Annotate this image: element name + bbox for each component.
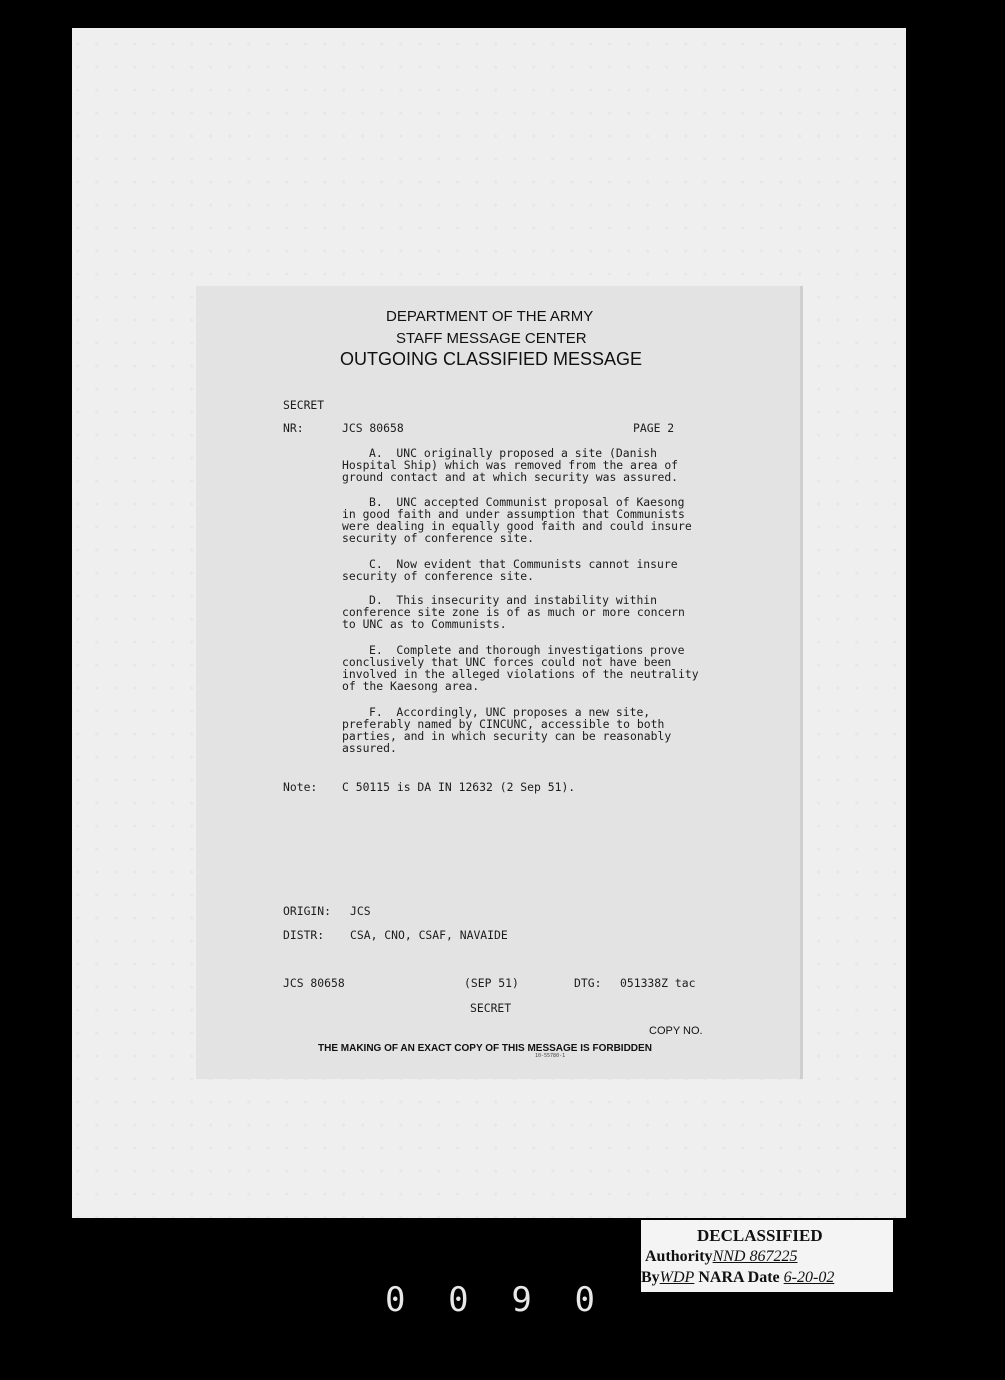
by-value: WDP bbox=[659, 1269, 695, 1286]
paragraph-line: C. Now evident that Communists cannot insure bbox=[369, 557, 678, 571]
paragraph-line: involved in the alleged violations of the neutrality bbox=[342, 667, 699, 681]
date-value: 6-20-02 bbox=[783, 1269, 835, 1286]
declassified-stamp bbox=[641, 1220, 893, 1292]
distr-label: DISTR: bbox=[283, 928, 325, 942]
note-text: C 50115 is DA IN 12632 (2 Sep 51). bbox=[342, 780, 576, 794]
paragraph-line: security of conference site. bbox=[342, 569, 535, 583]
classification-top: SECRET bbox=[283, 398, 325, 412]
paragraph-line: assured. bbox=[342, 741, 397, 755]
copy-number: COPY NO. bbox=[649, 1025, 703, 1037]
form-number: 10-55780-1 bbox=[535, 1053, 566, 1059]
paragraph-line: B. UNC accepted Communist proposal of Kaesong bbox=[369, 495, 685, 509]
authority-label: Authority bbox=[645, 1248, 713, 1265]
authority-value: NND 867225 bbox=[712, 1248, 798, 1265]
header-message-type: OUTGOING CLASSIFIED MESSAGE bbox=[340, 349, 643, 369]
frame-digit: 9 bbox=[511, 1280, 532, 1320]
forbidden-notice: THE MAKING OF AN EXACT COPY OF THIS MESSAGE IS FORBIDDEN bbox=[318, 1043, 652, 1054]
note-label: Note: bbox=[283, 780, 318, 794]
nr-value: JCS 80658 bbox=[342, 421, 404, 435]
stamp-by-line bbox=[641, 1269, 834, 1287]
paragraph-line: A. UNC originally proposed a site (Danish bbox=[369, 446, 658, 460]
origin-value: JCS bbox=[350, 904, 371, 918]
origin-label: ORIGIN: bbox=[283, 904, 332, 918]
paragraph-line: conclusively that UNC forces could not have been bbox=[342, 655, 672, 669]
paragraph-line: ground contact and at which security was assured. bbox=[342, 470, 679, 484]
paragraph-line: parties, and in which security can be reasonably bbox=[342, 729, 672, 743]
frame-digit: 0 bbox=[385, 1280, 406, 1320]
paragraph-line: D. This insecurity and instability within bbox=[369, 593, 658, 607]
distr-value: CSA, CNO, CSAF, NAVAIDE bbox=[350, 928, 508, 942]
paragraph-line: conference site zone is of as much or more concern bbox=[342, 605, 685, 619]
stamp-authority-line bbox=[645, 1248, 797, 1266]
paragraph-line: were dealing in equally good faith and could insure bbox=[342, 519, 692, 533]
paragraph-line: to UNC as to Communists. bbox=[342, 617, 507, 631]
footer-nr: JCS 80658 bbox=[283, 976, 345, 990]
paragraph-line: preferably named by CINCUNC, accessible to both bbox=[342, 717, 665, 731]
nr-label: NR: bbox=[283, 421, 304, 435]
footer-date: (SEP 51) bbox=[464, 976, 519, 990]
frame-digit: 0 bbox=[448, 1280, 469, 1320]
stamp-title: DECLASSIFIED bbox=[697, 1226, 823, 1245]
paragraph-line: E. Complete and thorough investigations prove bbox=[369, 643, 685, 657]
paragraph-line: in good faith and under assumption that Communists bbox=[342, 507, 685, 521]
paragraph-line: F. Accordingly, UNC proposes a new site, bbox=[369, 705, 651, 719]
paragraph-line: Hospital Ship) which was removed from the area of bbox=[342, 458, 679, 472]
nara-date-label: NARA Date bbox=[698, 1269, 780, 1286]
paragraph-line: security of conference site. bbox=[342, 531, 535, 545]
frame-digit: 0 bbox=[574, 1280, 595, 1320]
header-department: DEPARTMENT OF THE ARMY bbox=[386, 308, 594, 325]
frame-number bbox=[385, 1280, 595, 1320]
by-label: By bbox=[641, 1269, 660, 1286]
dtg-value: 051338Z tac bbox=[620, 976, 696, 990]
dtg-label: DTG: bbox=[574, 976, 602, 990]
header-message-center: STAFF MESSAGE CENTER bbox=[396, 330, 587, 347]
paragraph-line: of the Kaesong area. bbox=[342, 679, 480, 693]
page-label: PAGE 2 bbox=[633, 421, 675, 435]
classification-bottom: SECRET bbox=[470, 1001, 512, 1015]
